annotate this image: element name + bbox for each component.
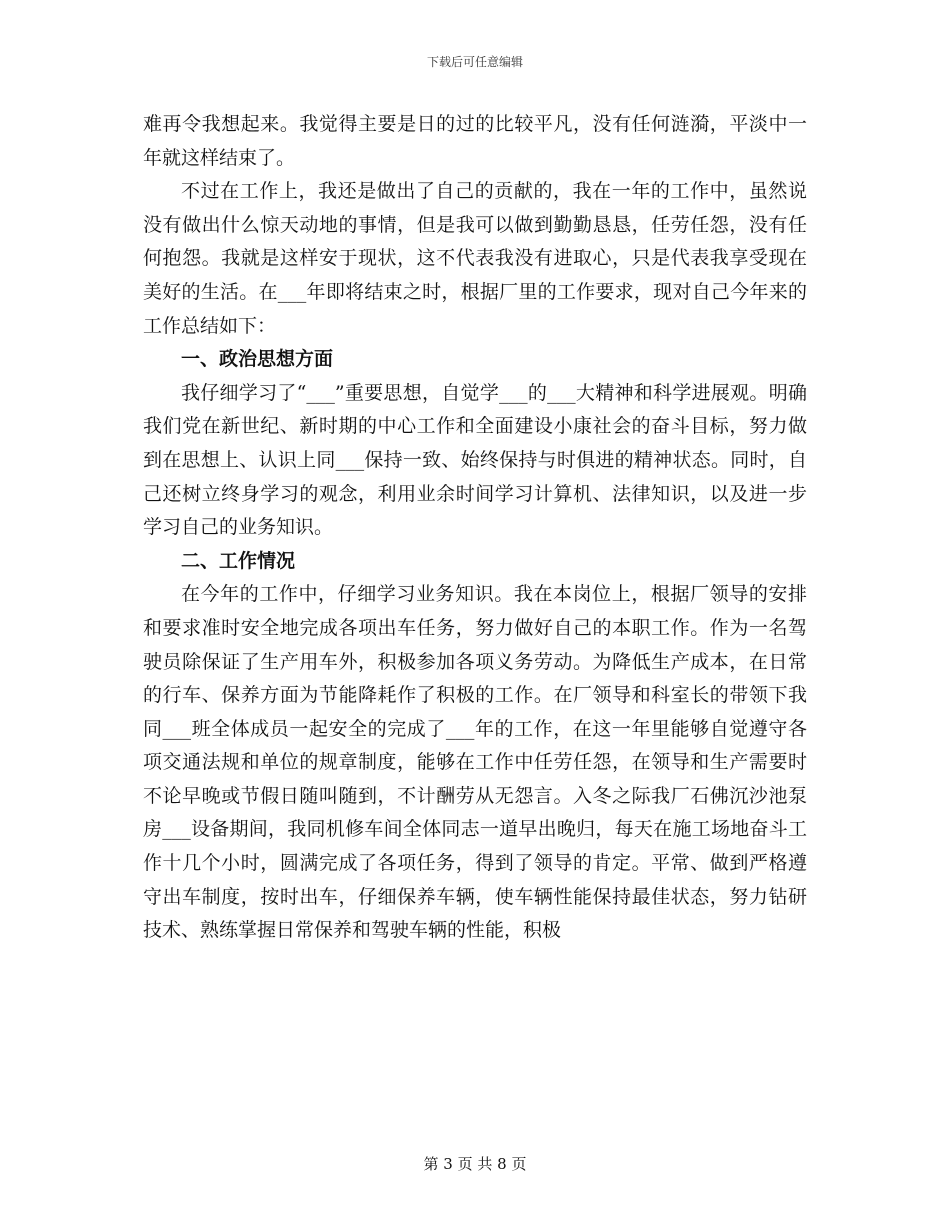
paragraph-continuation: 难再令我想起来。我觉得主要是日的过的比较平凡，没有任何涟漪，平淡中一年就这样结束了。 (143, 113, 807, 169)
page-footer: 第 3 页 共 8 页 (423, 1155, 527, 1173)
section-heading-politics: 一、政治思想方面 (181, 348, 334, 371)
paragraph-work: 在今年的工作中，仔细学习业务知识。我在本岗位上，根据厂领导的安排和要求准时安全地完成各项出车任务，努力做好自己的本职工作。作为一名驾驶员除保证了生产用车外，积极参加各项义务劳动。为降低生产成本，在日常的行车、保养方面为节能降耗作了积极的工作。在厂领导和科室长的带领下我同___班全体成员一起安全的完成了___年的工作，在这一年里能够自觉遵守各项交通法规和单位的规章制度，能够在工作中任劳任怨，在领导和生产需要时不论早晚或节假日随叫随到，不计酬劳从无怨言。入冬之际我厂石佛沉沙池泵房___设备期间，我同机修车间全体同志一道早出晚归，每天在施工场地奋斗工作十几个小时，圆满完成了各项任务，得到了领导的肯定。平常、做到严格遵守出车制度，按时出车，仔细保养车辆，使车辆性能保持最佳状态，努力钻研技术、熟练掌握日常保养和驾驶车辆的性能，积极 (143, 583, 807, 942)
paragraph-intro: 不过在工作上，我还是做出了自己的贡献的，我在一年的工作中，虽然说没有做出什么惊天动地的事情，但是我可以做到勤勤恳恳，任劳任怨，没有任何抱怨。我就是这样安于现状，这不代表我没有进取心，只是代表我享受现在美好的生活。在___年即将结束之时，根据厂里的工作要求，现对自己今年来的工作总结如下： (143, 180, 807, 337)
section-heading-work: 二、工作情况 (181, 549, 296, 572)
paragraph-politics: 我仔细学习了“___”重要思想，自觉学___的___大精神和科学进展观。明确我们党在新世纪、新时期的中心工作和全面建设小康社会的奋斗目标，努力做到在思想上、认识上同___保持一致、始终保持与时俱进的精神状态。同时，自己还树立终身学习的观念，利用业余时间学习计算机、法律知识，以及进一步学习自己的业务知识。 (143, 381, 807, 539)
page-header: 下载后可任意编辑 (426, 55, 523, 69)
document-body (143, 108, 807, 948)
